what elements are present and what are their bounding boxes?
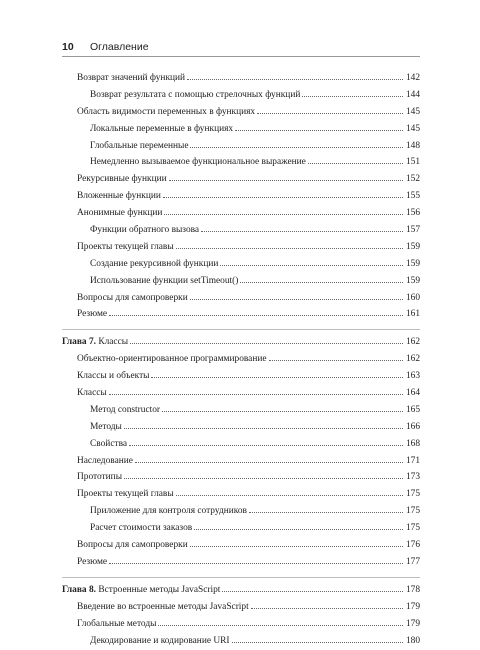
toc-entry-line <box>77 556 420 568</box>
toc-entry-line <box>62 584 420 596</box>
dot-leader <box>176 495 403 496</box>
toc-entry-title <box>77 207 163 219</box>
toc-page-number: 162 <box>405 354 420 365</box>
toc-page-number: 173 <box>405 472 420 483</box>
toc-entry-title <box>77 539 189 551</box>
toc-entry-text: Методы <box>90 421 122 432</box>
toc-entry-line <box>77 387 420 399</box>
toc-entry-text: Введение во встроенные методы JavaScript <box>77 601 249 612</box>
toc-entry-title <box>90 89 301 101</box>
toc-entry-title <box>77 308 108 320</box>
dot-leader <box>124 478 403 479</box>
toc-entry-title <box>90 140 189 152</box>
toc-entry[interactable] <box>62 138 420 155</box>
toc-page-number: 159 <box>405 258 420 269</box>
toc-chapter-entry[interactable] <box>62 582 420 599</box>
toc-page-number: 171 <box>405 455 420 466</box>
toc-entry-text: Глобальные переменные <box>90 140 189 151</box>
toc-entry-text: Рекурсивные функции <box>77 174 167 185</box>
toc-entry-title <box>77 471 123 483</box>
toc-entry-text: Резюме <box>77 309 108 320</box>
toc-entry-title <box>62 336 129 348</box>
page-header <box>62 41 420 57</box>
toc-page-number: 179 <box>405 618 420 629</box>
running-title: Оглавление <box>90 41 149 53</box>
dot-leader <box>164 214 403 215</box>
toc-entry-title <box>77 241 175 253</box>
toc-entry[interactable] <box>62 419 420 436</box>
toc-entry[interactable] <box>62 306 420 323</box>
toc-entry-text: Анонимные функции <box>77 208 163 219</box>
toc-entry[interactable] <box>62 520 420 537</box>
toc-entry-line <box>77 308 420 320</box>
toc-entry-text: Локальные переменные в функциях <box>90 123 234 134</box>
toc-page-number: 166 <box>405 421 420 432</box>
dot-leader <box>201 231 403 232</box>
toc-entry-text: Классы <box>77 388 107 399</box>
dot-leader <box>257 113 403 114</box>
dot-leader <box>109 394 403 395</box>
toc-page-number: 164 <box>405 388 420 399</box>
toc-page-number: 145 <box>405 123 420 134</box>
dot-leader <box>190 147 403 148</box>
table-of-contents <box>62 70 420 649</box>
toc-page-number: 144 <box>405 89 420 100</box>
toc-page-number: 155 <box>405 191 420 202</box>
toc-entry-line <box>77 370 420 382</box>
toc-page-number: 156 <box>405 208 420 219</box>
toc-entry-text: Проекты текущей главы <box>77 241 174 252</box>
toc-entry-line <box>90 258 420 270</box>
toc-page-number: 175 <box>405 506 420 517</box>
toc-entry[interactable] <box>62 351 420 368</box>
toc-page-number: 148 <box>405 140 420 151</box>
toc-entry-text: Классы <box>98 337 129 348</box>
toc-entry[interactable] <box>62 87 420 104</box>
dot-leader <box>135 462 403 463</box>
toc-entry-text: Вопросы для самопроверки <box>77 292 188 303</box>
toc-entry-title <box>62 584 221 596</box>
toc-entry-line <box>90 522 420 534</box>
dot-leader <box>222 591 403 592</box>
toc-entry-line <box>90 156 420 168</box>
toc-entry[interactable] <box>62 222 420 239</box>
toc-entry-text: Использование функции setTimeout() <box>90 275 239 286</box>
toc-entry-title <box>90 123 234 135</box>
toc-entry-title <box>77 72 186 84</box>
toc-entry-text: Встроенные методы JavaScript <box>98 584 221 595</box>
toc-entry[interactable] <box>62 188 420 205</box>
toc-entry-text: Вложенные функции <box>77 191 161 202</box>
dot-leader <box>109 315 403 316</box>
dot-leader <box>158 625 403 626</box>
toc-entry-text: Область видимости переменных в функциях <box>77 106 256 117</box>
dot-leader <box>302 96 403 97</box>
toc-entry[interactable] <box>62 290 420 307</box>
toc-entry[interactable] <box>62 104 420 121</box>
toc-page-number: 165 <box>405 404 420 415</box>
toc-entry[interactable] <box>62 453 420 470</box>
toc-entry-title <box>77 190 162 202</box>
toc-entry-title <box>77 488 175 500</box>
toc-page-number: 175 <box>405 523 420 534</box>
toc-entry-title <box>90 505 248 517</box>
toc-entry[interactable] <box>62 368 420 385</box>
toc-page-number: 177 <box>405 556 420 567</box>
toc-entry[interactable] <box>62 486 420 503</box>
dot-leader <box>176 248 403 249</box>
toc-entry-title <box>77 370 150 382</box>
toc-entry-text: Немедленно вызываемое функциональное выражение <box>90 157 306 168</box>
toc-entry-title <box>77 618 157 630</box>
toc-page-number: 178 <box>405 584 420 595</box>
toc-entry-line <box>77 292 420 304</box>
toc-entry-title <box>77 173 168 185</box>
dot-leader <box>249 512 403 513</box>
dot-leader <box>240 282 403 283</box>
toc-page-number: 162 <box>405 337 420 348</box>
toc-entry-line <box>77 455 420 467</box>
toc-chapter-entry[interactable] <box>62 334 420 351</box>
toc-entry-text: Глобальные методы <box>77 618 157 629</box>
toc-entry-title <box>77 106 256 118</box>
toc-page-number: 151 <box>405 157 420 168</box>
toc-entry-title <box>90 404 161 416</box>
toc-entry-text: Проекты текущей главы <box>77 489 174 500</box>
dot-leader <box>109 563 403 564</box>
dot-leader <box>232 642 404 643</box>
toc-page-number: 159 <box>405 275 420 286</box>
toc-page-number: 152 <box>405 174 420 185</box>
toc-entry-line <box>62 336 420 348</box>
toc-entry-line <box>77 353 420 365</box>
chapter-label: Глава 8. <box>62 584 96 595</box>
toc-entry-line <box>90 224 420 236</box>
toc-entry-text: Классы и объекты <box>77 371 150 382</box>
toc-entry[interactable] <box>62 599 420 616</box>
toc-entry[interactable] <box>62 171 420 188</box>
toc-entry-line <box>77 241 420 253</box>
toc-entry-text: Свойства <box>90 438 128 449</box>
chapter-label: Глава 7. <box>62 337 96 348</box>
toc-entry-text: Декодирование и кодирование URI <box>90 635 230 646</box>
toc-entry-title <box>90 421 123 433</box>
toc-entry-line <box>90 89 420 101</box>
toc-entry-line <box>77 173 420 185</box>
toc-entry-line <box>77 471 420 483</box>
toc-entry[interactable] <box>62 616 420 633</box>
toc-page-number: 180 <box>405 635 420 646</box>
toc-entry[interactable] <box>62 503 420 520</box>
dot-leader <box>190 546 403 547</box>
toc-page-number: 176 <box>405 540 420 551</box>
dot-leader <box>308 163 403 164</box>
dot-leader <box>251 608 403 609</box>
dot-leader <box>151 377 403 378</box>
toc-entry-title <box>77 387 108 399</box>
toc-entry[interactable] <box>62 256 420 273</box>
toc-entry[interactable] <box>62 239 420 256</box>
toc-entry-line <box>77 190 420 202</box>
toc-page-number: 168 <box>405 438 420 449</box>
toc-entry-line <box>77 539 420 551</box>
toc-entry[interactable] <box>62 537 420 554</box>
toc-entry-text: Возврат результата с помощью стрелочных функций <box>90 89 301 100</box>
dot-leader <box>187 79 403 80</box>
toc-page-number: 145 <box>405 106 420 117</box>
toc-entry-text: Расчет стоимости заказов <box>90 523 193 534</box>
toc-entry-text: Прототипы <box>77 472 122 483</box>
dot-leader <box>130 343 403 344</box>
toc-entry-title <box>77 353 268 365</box>
toc-page-number: 159 <box>405 241 420 252</box>
toc-entry[interactable] <box>62 554 420 571</box>
toc-entry-text: Функции обратного вызова <box>90 225 200 236</box>
toc-entry-title <box>90 224 200 236</box>
toc-page-number: 142 <box>405 73 420 83</box>
dot-leader <box>129 445 403 446</box>
toc-page-number: 161 <box>405 309 420 320</box>
toc-entry-title <box>90 156 307 168</box>
toc-entry-title <box>90 438 128 450</box>
toc-entry-line <box>90 140 420 152</box>
dot-leader <box>162 411 403 412</box>
dot-leader <box>163 197 403 198</box>
toc-page-number: 157 <box>405 225 420 236</box>
dot-leader <box>220 265 403 266</box>
dot-leader <box>169 180 403 181</box>
dot-leader <box>194 529 403 530</box>
toc-page-number: 175 <box>405 489 420 500</box>
toc-entry-text: Объектно-ориентированное программирование <box>77 354 267 365</box>
toc-page-number: 179 <box>405 601 420 612</box>
section-divider <box>62 577 420 579</box>
toc-entry-text: Возврат значений функций <box>77 73 186 83</box>
toc-entry[interactable] <box>62 385 420 402</box>
toc-entry[interactable] <box>62 402 420 419</box>
toc-entry-text: Приложение для контроля сотрудников <box>90 506 247 517</box>
toc-entry[interactable] <box>62 469 420 486</box>
toc-entry-title <box>90 522 193 534</box>
toc-entry-title <box>90 258 219 270</box>
toc-page-number: 163 <box>405 371 420 382</box>
toc-entry[interactable] <box>62 121 420 138</box>
toc-entry-text: Резюме <box>77 556 108 567</box>
toc-entry-text: Вопросы для самопроверки <box>77 540 188 551</box>
toc-entry-line <box>77 618 420 630</box>
toc-entry[interactable] <box>62 70 420 87</box>
toc-entry-line <box>77 106 420 118</box>
dot-leader <box>190 299 403 300</box>
toc-page-number: 160 <box>405 292 420 303</box>
toc-entry-title <box>77 601 250 613</box>
dot-leader <box>235 130 403 131</box>
toc-entry-text: Создание рекурсивной функции <box>90 258 219 269</box>
toc-entry-line <box>77 601 420 613</box>
toc-entry[interactable] <box>62 205 420 222</box>
toc-entry-line <box>77 488 420 500</box>
dot-leader <box>124 428 403 429</box>
toc-entry-line <box>90 438 420 450</box>
toc-entry-line <box>90 421 420 433</box>
section-divider <box>62 329 420 331</box>
toc-entry-title <box>77 556 108 568</box>
toc-entry[interactable] <box>62 633 420 650</box>
toc-entry-line <box>90 275 420 287</box>
toc-entry-line <box>90 505 420 517</box>
toc-entry-title <box>90 275 239 287</box>
toc-entry-line <box>77 72 420 84</box>
toc-entry-title <box>90 635 231 647</box>
toc-entry-line <box>90 404 420 416</box>
toc-entry[interactable] <box>62 436 420 453</box>
toc-entry-title <box>77 292 189 304</box>
toc-entry-text: Наследование <box>77 455 133 466</box>
toc-entry-title <box>77 455 134 467</box>
toc-entry-line <box>90 123 420 135</box>
toc-entry[interactable] <box>62 154 420 171</box>
page-number: 10 <box>62 41 74 53</box>
dot-leader <box>269 360 403 361</box>
toc-entry-text: Метод constructor <box>90 404 161 415</box>
toc-entry[interactable] <box>62 273 420 290</box>
toc-entry-line <box>77 207 420 219</box>
toc-entry-line <box>90 635 420 647</box>
